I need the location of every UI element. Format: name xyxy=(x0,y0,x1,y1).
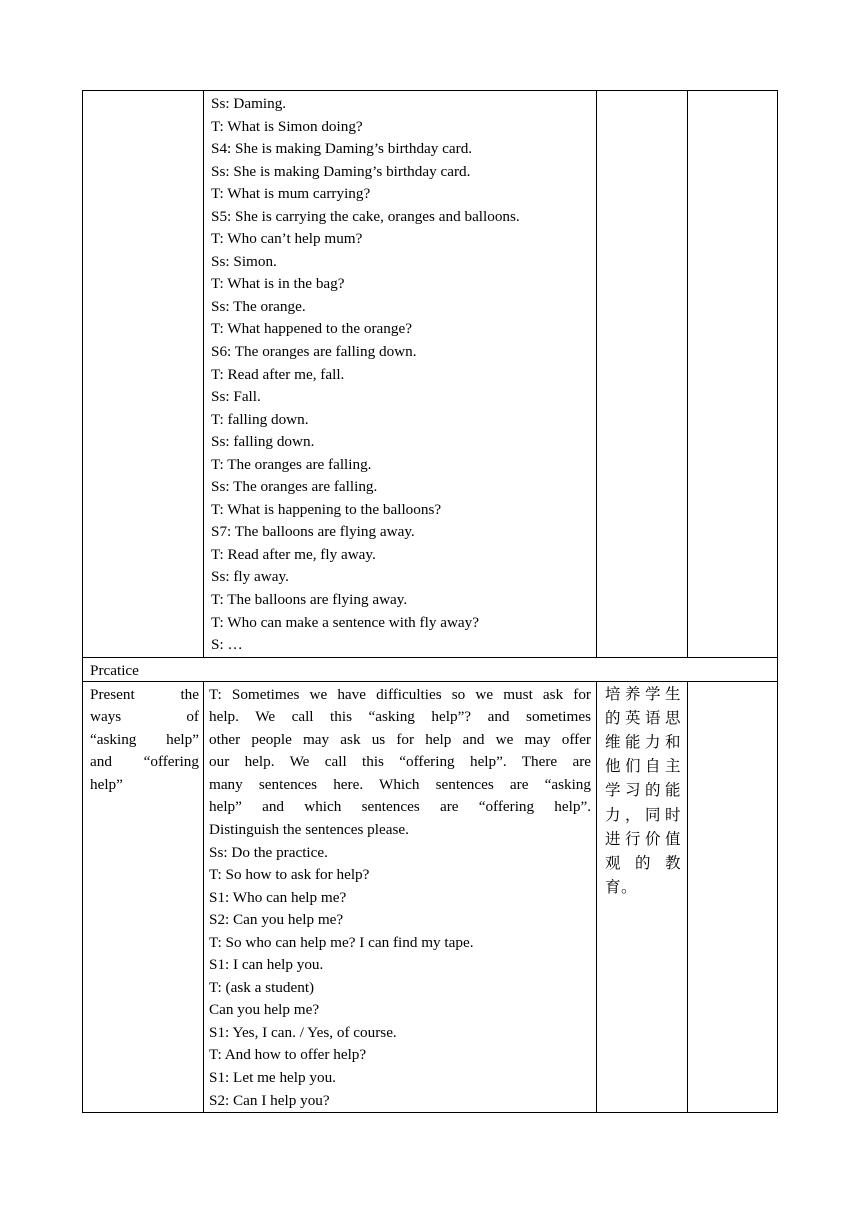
text-line: 进行价值 xyxy=(605,829,681,848)
text-line: S6: The oranges are falling down. xyxy=(211,343,417,361)
lesson-plan-table xyxy=(82,90,778,1113)
text-line: T: falling down. xyxy=(211,410,309,428)
text-line: Distinguish the sentences please. xyxy=(209,820,409,838)
text-line: T: Who can make a sentence with fly away? xyxy=(211,613,480,631)
text-line: 他们自主 xyxy=(605,757,681,776)
purpose-cell xyxy=(597,681,688,1112)
text-line: S7: The balloons are flying away. xyxy=(211,523,415,541)
text-line: help” xyxy=(90,775,123,793)
text-line: S: … xyxy=(211,636,243,654)
text-line: T: So who can help me? I can find my tape. xyxy=(209,933,474,951)
text-line: other people may ask us for help and we may offer xyxy=(209,730,591,748)
text-line: S1: Who can help me? xyxy=(209,888,347,906)
text-line: many sentences here. Which sentences are “asking xyxy=(209,775,591,793)
text-line: Ss: Do the practice. xyxy=(209,843,328,861)
teaching-purpose xyxy=(597,682,687,900)
text-line: 力，同时 xyxy=(605,805,681,824)
section-title: Prcatice xyxy=(90,661,139,679)
text-line: help” and which sentences are “offering help”. xyxy=(209,798,591,816)
section-row-cell xyxy=(83,657,778,681)
table-row xyxy=(83,91,778,658)
text-line: 育。 xyxy=(605,878,638,897)
text-line: Ss: Simon. xyxy=(211,252,277,270)
text-line: ways of xyxy=(90,708,199,726)
text-line: Ss: falling down. xyxy=(211,433,315,451)
notes-cell-empty xyxy=(688,91,778,658)
text-line: S5: She is carrying the cake, oranges and balloons. xyxy=(211,207,520,225)
dialogue-lines xyxy=(204,91,596,657)
text-line: Ss: The oranges are falling. xyxy=(211,478,378,496)
text-line: T: Who can’t help mum? xyxy=(211,230,363,248)
text-line: T: So how to ask for help? xyxy=(209,866,370,884)
purpose-cell-empty xyxy=(597,91,688,658)
text-line: T: What is happening to the balloons? xyxy=(211,500,442,518)
text-line: S2: Can I help you? xyxy=(209,1091,330,1109)
text-line: T: What is Simon doing? xyxy=(211,117,363,135)
text-line: 的英语思 xyxy=(605,708,681,727)
practice-dialogue xyxy=(204,682,596,1112)
table-row xyxy=(83,657,778,681)
step-cell-empty xyxy=(83,91,204,658)
text-line: 观 的 教 xyxy=(605,854,681,873)
text-line: T: (ask a student) xyxy=(209,978,315,996)
text-line: our help. We call this “offering help”. There are xyxy=(209,753,591,771)
table-row xyxy=(83,681,778,1112)
text-line: help. We call this “asking help”? and sometimes xyxy=(209,708,591,726)
text-line: T: Read after me, fly away. xyxy=(211,545,376,563)
step-description xyxy=(83,682,203,797)
text-line: S1: Let me help you. xyxy=(209,1068,336,1086)
text-line: T: The balloons are flying away. xyxy=(211,591,408,609)
text-line: S4: She is making Daming’s birthday card. xyxy=(211,140,473,158)
text-line: T: What is in the bag? xyxy=(211,275,345,293)
step-cell xyxy=(83,681,204,1112)
text-line: Can you help me? xyxy=(209,1001,320,1019)
text-line: 培养学生 xyxy=(605,684,681,703)
text-line: T: Read after me, fall. xyxy=(211,365,345,383)
text-line: S1: Yes, I can. / Yes, of course. xyxy=(209,1023,397,1041)
text-line: Present the xyxy=(90,685,199,703)
notes-cell-empty xyxy=(688,681,778,1112)
text-line: “asking help” xyxy=(90,730,199,748)
practice-cell xyxy=(204,681,597,1112)
text-line: Ss: Fall. xyxy=(211,388,261,406)
text-line: and “offering xyxy=(90,753,199,771)
text-line: T: What is mum carrying? xyxy=(211,185,371,203)
text-line: T: The oranges are falling. xyxy=(211,455,372,473)
text-line: Ss: The orange. xyxy=(211,297,306,315)
text-line: S2: Can you help me? xyxy=(209,911,344,929)
text-line: T: What happened to the orange? xyxy=(211,320,412,338)
text-line: T: Sometimes we have difficulties so we must ask for xyxy=(209,685,591,703)
text-line: 维能力和 xyxy=(605,733,681,752)
text-line: T: And how to offer help? xyxy=(209,1046,367,1064)
text-line: Ss: Daming. xyxy=(211,95,287,112)
text-line: Ss: She is making Daming’s birthday card. xyxy=(211,162,471,180)
text-line: Ss: fly away. xyxy=(211,568,289,586)
text-line: 学习的能 xyxy=(605,781,681,800)
text-line: S1: I can help you. xyxy=(209,956,324,974)
dialogue-cell xyxy=(204,91,597,658)
